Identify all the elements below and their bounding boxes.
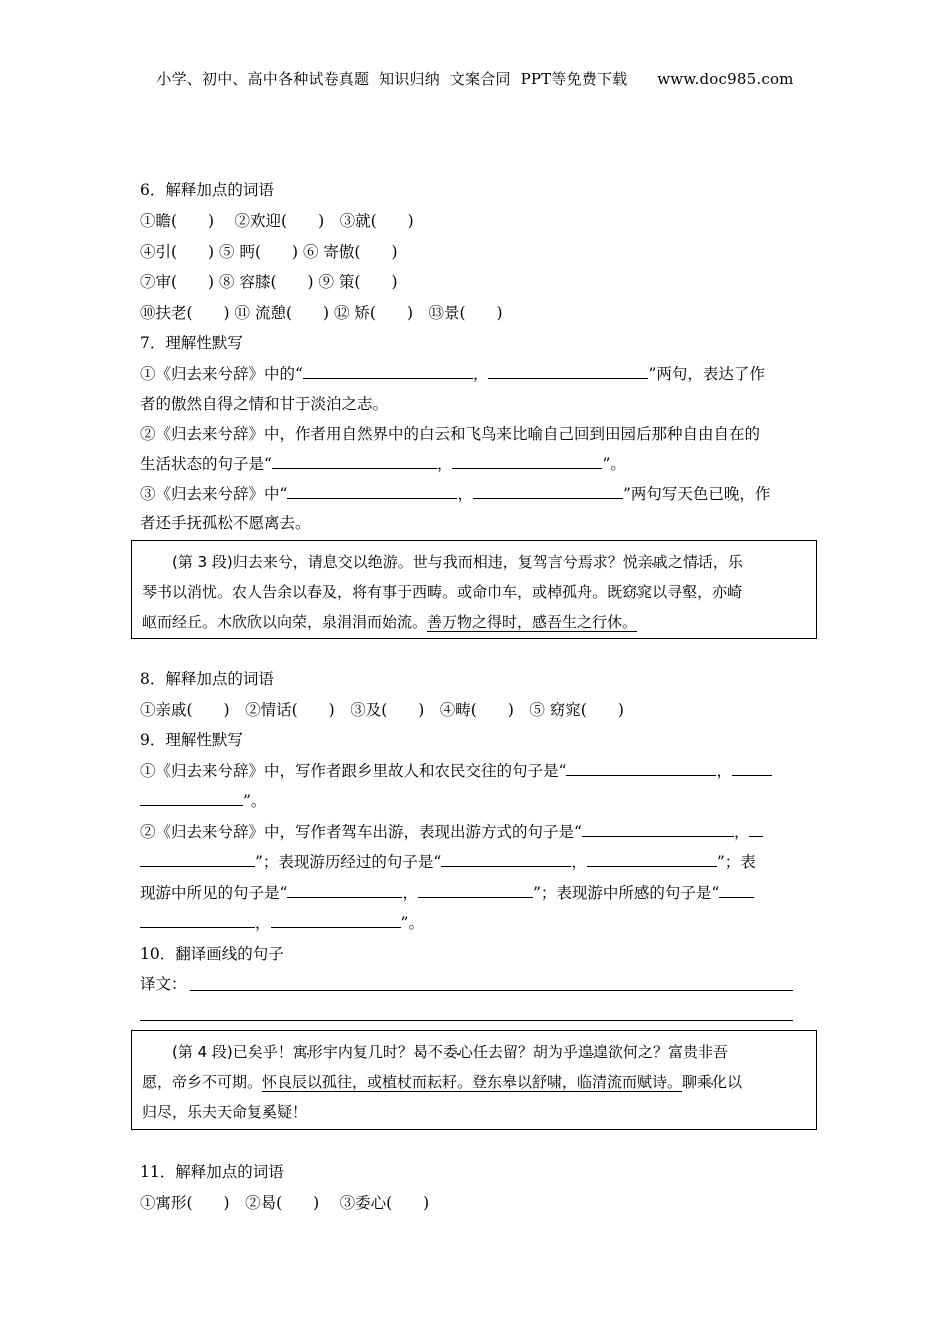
q7-item1-cont: 者的傲然自得之情和甘于淡泊之志。 bbox=[140, 395, 389, 413]
q9-item2: ②《归去来兮辞》中，写作者驾车出游，表现出游方式的句子是“ ， bbox=[140, 822, 763, 842]
q6-row1: ①瞻( ) ②欢迎( ) ③就( ) bbox=[140, 212, 414, 230]
passage-line: 归尽，乐夫天命复奚 ·疑！ bbox=[142, 1097, 808, 1127]
q9-item2-cont: ”；表现游历经过的句子是“ ， ”；表 bbox=[140, 852, 756, 872]
answer-blank[interactable] bbox=[441, 852, 571, 867]
answer-blank[interactable] bbox=[582, 822, 734, 837]
answer-blank[interactable] bbox=[719, 883, 754, 898]
answer-blank[interactable] bbox=[587, 852, 717, 867]
answer-blank[interactable] bbox=[566, 761, 716, 776]
answer-blank[interactable] bbox=[287, 883, 402, 898]
q9-item1: ①《归去来兮辞》中，写作者跟乡里故人和农民交往的句子是“ ， bbox=[140, 761, 772, 781]
answer-blank[interactable] bbox=[140, 913, 255, 928]
answer-blank[interactable] bbox=[271, 913, 401, 928]
q6-row3: ⑦审( ) ⑧ 容膝( ) ⑨ 策( ) bbox=[140, 273, 398, 291]
q6-title: 6．解释加点的词语 bbox=[140, 181, 274, 199]
page-header: 小学、初中、高中各种试卷真题 知识归纳 文案合同 PPT等免费下载 www.doc985.com bbox=[156, 70, 794, 88]
answer-blank[interactable] bbox=[452, 454, 602, 469]
answer-blank[interactable] bbox=[488, 364, 648, 379]
q9-title: 9．理解性默写 bbox=[140, 731, 243, 749]
q7-item3-cont: 者还手抚孤松不愿离去。 bbox=[140, 514, 311, 532]
q8-title: 8．解释加点的词语 bbox=[140, 670, 274, 688]
passage-line: 琴书以消忧。农人告余以春及 ·，将有事于西畴 ·。或命巾车，或棹孤舟。既窈窕 ·以寻壑，亦崎 bbox=[142, 577, 808, 607]
answer-blank[interactable] bbox=[140, 791, 243, 806]
answer-blank[interactable] bbox=[303, 364, 473, 379]
q11-title: 11．解释加点的词语 bbox=[140, 1163, 284, 1181]
underlined-sentence: 善万物之得时，感吾生之行休。 bbox=[427, 613, 638, 631]
answer-blank[interactable] bbox=[473, 484, 623, 499]
answer-blank[interactable] bbox=[749, 822, 763, 837]
passage-line: 岖而经丘。木欣欣以向荣，泉涓涓而始流。善万物之得时，感吾生之行休。 bbox=[142, 613, 638, 631]
q9-item2-cont2: 现游中所见的句子是“ ， ”；表现游中所感的句子是“ bbox=[140, 883, 754, 903]
passage-line: 愿，帝乡不可期。怀良辰以孤往，或植杖而耘耔。登东皋以舒啸，临清流而赋诗。聊乘化 ·以 bbox=[142, 1067, 808, 1097]
translation-label: 译文： bbox=[140, 975, 187, 993]
q6-row4: ⑩扶老( ) ⑪ 流憩( ) ⑫ 矫( ) ⑬景( ) bbox=[140, 304, 503, 322]
q7-item3: ③《归去来兮辞》中“ ， ”两句写天色已晚，作 bbox=[140, 485, 771, 503]
q7-item2-cont: 生活状态的句子是“ ， ”。 bbox=[140, 455, 626, 473]
passage-line: (第 4 段)已矣乎！寓形 ·宇内复几时？曷 ·不委心 ·任去留？胡为乎遑遑 ·欲何之 ·？富贵非吾 bbox=[142, 1037, 808, 1067]
passage-line: (第 3 段)归去来兮，请息交以绝游。世与我而相违，复驾言兮焉求？悦亲戚 ·之情话 ·，乐 bbox=[142, 547, 808, 577]
q11-row1: ①寓形( ) ②曷( ) ③委心( ) bbox=[140, 1194, 430, 1212]
q10-title: 10．翻译画线的句子 bbox=[140, 945, 284, 963]
answer-blank[interactable] bbox=[418, 883, 533, 898]
q8-row1: ①亲戚( ) ②情话( ) ③及( ) ④畴( ) ⑤ 窈窕( ) bbox=[140, 701, 624, 719]
q9-item1-cont: ”。 bbox=[140, 791, 266, 811]
answer-blank[interactable] bbox=[140, 852, 255, 867]
answer-blank[interactable] bbox=[732, 761, 772, 776]
passage-paragraph-3 bbox=[131, 540, 817, 639]
q7-title: 7．理解性默写 bbox=[140, 334, 243, 352]
q6-row2: ④引( ) ⑤ 眄( ) ⑥ 寄傲( ) bbox=[140, 243, 398, 261]
q7-item1: ①《归去来兮辞》中的“ ， ”两句，表达了作 bbox=[140, 365, 765, 383]
passage-paragraph-4 bbox=[131, 1030, 817, 1130]
translation-line[interactable] bbox=[190, 990, 793, 991]
answer-blank[interactable] bbox=[272, 454, 437, 469]
q7-item2: ②《归去来兮辞》中，作者用自然界中的白云和飞鸟来比喻自己回到田园后那种自由自在的 bbox=[140, 425, 761, 443]
translation-line[interactable] bbox=[140, 1020, 793, 1021]
q9-item2-cont3: ， ”。 bbox=[140, 913, 424, 933]
answer-blank[interactable] bbox=[287, 484, 457, 499]
underlined-sentence: 怀良辰以孤往，或植杖而耘耔。登东皋以舒啸，临清流而赋诗。 bbox=[262, 1073, 683, 1091]
